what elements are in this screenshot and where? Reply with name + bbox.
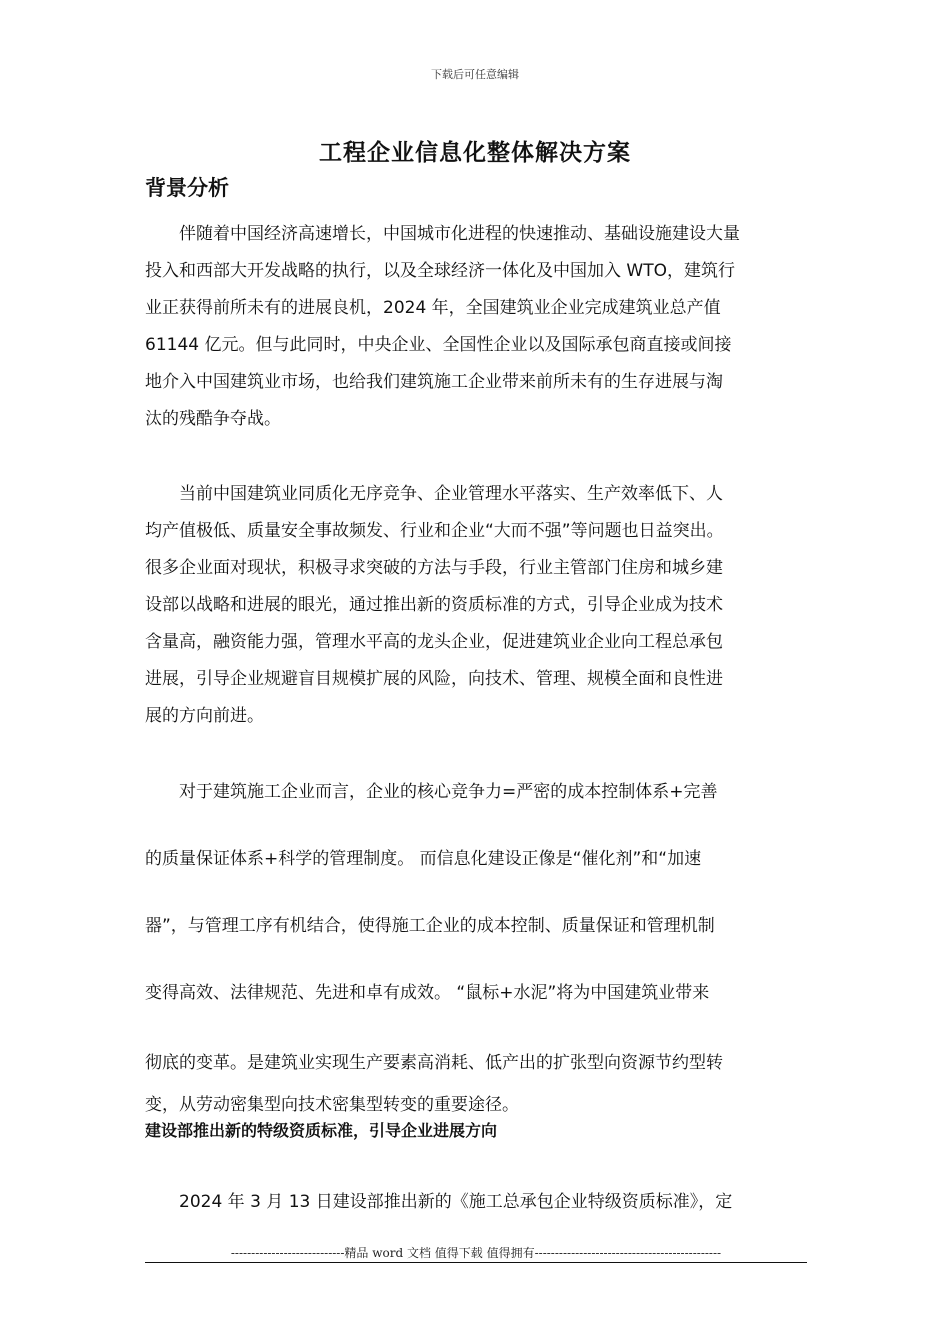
paragraph-line: 很多企业面对现状，积极寻求突破的方法与手段，行业主管部门住房和城乡建: [145, 558, 723, 578]
paragraph-line: 业正获得前所未有的进展良机，2024 年，全国建筑业企业完成建筑业总产值: [145, 298, 721, 318]
paragraph-line: 投入和西部大开发战略的执行，以及全球经济一体化及中国加入 WTO，建筑行: [145, 261, 735, 281]
document-title: 工程企业信息化整体解决方案: [319, 140, 631, 166]
paragraph-3: [145, 759, 807, 1124]
paragraph-line: 含量高，融资能力强，管理水平高的龙头企业，促进建筑业企业向工程总承包: [145, 632, 723, 652]
section-heading: 背景分析: [145, 176, 229, 200]
paragraph-line: 变，从劳动密集型向技术密集型转变的重要途径。: [145, 1095, 519, 1115]
paragraph-line: 器”，与管理工序有机结合，使得施工企业的成本控制、质量保证和管理机制: [145, 916, 715, 936]
subheading: 建设部推出新的特级资质标准，引导企业进展方向: [145, 1121, 498, 1140]
paragraph-line: 伴随着中国经济高速增长，中国城市化进程的快速推动、基础设施建设大量: [145, 224, 740, 244]
paragraph-line: 进展，引导企业规避盲目规模扩展的风险，向技术、管理、规模全面和良性进: [145, 669, 723, 689]
paragraph-line: 彻底的变革。是建筑业实现生产要素高消耗、低产出的扩张型向资源节约型转: [145, 1053, 723, 1073]
paragraph-line: 展的方向前进。: [145, 706, 264, 726]
footer-rule: [145, 1262, 807, 1263]
footer-note: ----------------------------精品 word 文档 值得下载 值得拥有----------------------------------------------: [230, 1246, 722, 1260]
paragraph-line: 地介入中国建筑业市场，也给我们建筑施工企业带来前所未有的生存进展与淘: [145, 372, 723, 392]
paragraph-line: 设部以战略和进展的眼光，通过推出新的资质标准的方式，引导企业成为技术: [145, 595, 723, 615]
paragraph-line: 当前中国建筑业同质化无序竞争、企业管理水平落实、生产效率低下、人: [145, 484, 723, 504]
header-note: 下载后可任意编辑: [431, 68, 519, 81]
paragraph-line: 汰的残酷争夺战。: [145, 409, 281, 429]
paragraph-2: [145, 476, 807, 735]
paragraph-4: [145, 1184, 807, 1221]
paragraph-line: 61144 亿元。但与此同时，中央企业、全国性企业以及国际承包商直接或间接: [145, 335, 732, 355]
paragraph-line: 对于建筑施工企业而言，企业的核心竞争力=严密的成本控制体系+完善: [145, 782, 718, 802]
paragraph-line: 的质量保证体系+科学的管理制度。 而信息化建设正像是“催化剂”和“加速: [145, 849, 702, 869]
paragraph-1: [145, 216, 807, 438]
paragraph-line: 2024 年 3 月 13 日建设部推出新的《施工总承包企业特级资质标准》，定: [145, 1192, 733, 1212]
paragraph-line: 变得高效、法律规范、先进和卓有成效。 “鼠标+水泥”将为中国建筑业带来: [145, 983, 710, 1003]
paragraph-line: 均产值极低、质量安全事故频发、行业和企业“大而不强”等问题也日益突出。: [145, 521, 724, 541]
